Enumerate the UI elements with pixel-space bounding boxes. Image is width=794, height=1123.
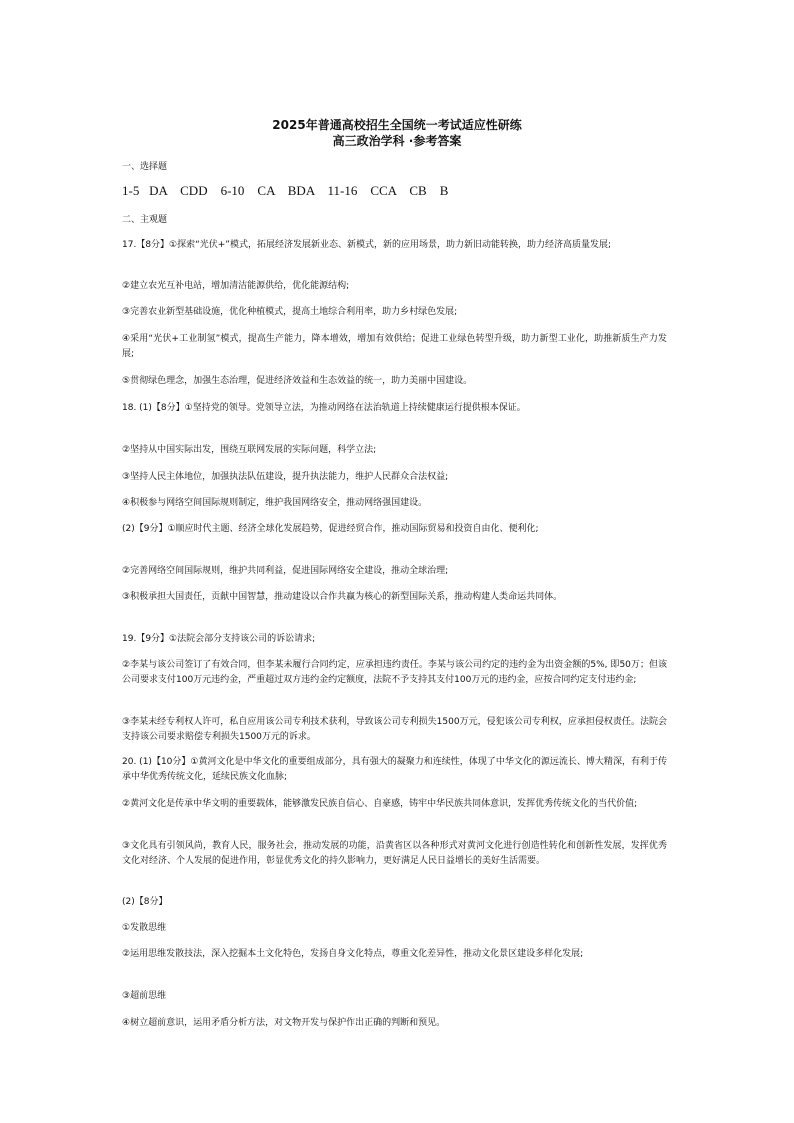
- paragraph-20-7: ③超前思维: [122, 991, 167, 1001]
- section-heading-choice: 一、选择题: [122, 162, 168, 172]
- paragraph-20-1: 20. (1)【10分】①黄河文化是中华文化的重要组成部分，具有强大的凝聚力和连续性，体现了中华文化的源远流长、博大精深，有利于传承中华优秀传统文化，延续民族文化血脉;: [122, 757, 667, 782]
- paragraph-19-1: 19.【9分】①法院会部分支持该公司的诉讼请求;: [122, 634, 316, 644]
- paragraph-17-2: ②建立农光互补电站，增加清洁能源供给，优化能源结构;: [122, 281, 350, 291]
- paragraph-18-3: ③坚持人民主体地位，加强执法队伍建设，提升执法能力，维护人民群众合法权益;: [122, 472, 449, 482]
- paragraph-18-2: ②坚持从中国实际出发，围绕互联网发展的实际问题，科学立法;: [122, 445, 377, 455]
- paragraph-20-4: (2)【8分】: [122, 897, 168, 907]
- paragraph-18-4: ④积极参与网络空间国际规则制定，维护我国网络安全，推动网络强国建设。: [122, 498, 428, 508]
- paragraph-20-8: ④树立超前意识，运用矛盾分析方法，对文物开发与保护作出正确的判断和预见。: [122, 1018, 446, 1028]
- paragraph-20-5: ①发散思维: [122, 923, 167, 933]
- paragraph-18-6: ②完善网络空间国际规则，维护共同利益，促进国际网络安全建设，推动全球治理;: [122, 566, 449, 576]
- paragraph-20-2: ②黄河文化是传承中华文明的重要载体，能够激发民族自信心、自豪感，铸牢中华民族共同体意识，发挥优秀传统文化的当代价值;: [122, 799, 638, 809]
- paragraph-20-3: ③文化具有引领风尚，教育人民，服务社会，推动发展的功能，沿黄省区以各种形式对黄河文化进行创造性转化和创新性发展，发挥优秀文化对经济、个人发展的促进作用，彰显优秀文化的持久影响力，更好满足人民日益增长的美好生活需要。: [122, 841, 667, 866]
- paragraph-18-5: (2)【9分】①顺应时代主题、经济全球化发展趋势，促进经贸合作，推动国际贸易和投资自由化、便利化;: [122, 524, 539, 534]
- document-title: 2025年普通高校招生全国统一考试适应性研练: [272, 118, 522, 132]
- paragraph-19-3: ③李某未经专利权人许可，私自应用该公司专利技术获利，导致该公司专利损失1500万元，侵犯该公司专利权，应承担侵权责任。法院会支持该公司要求赔偿专利损失1500万元的诉求。: [122, 717, 667, 742]
- section-heading-subjective: 二、主观题: [122, 215, 168, 225]
- paragraph-18-1: 18. (1)【8分】①坚持党的领导。党领导立法，为推动网络在法治轨道上持续健康运行提供根本保证。: [122, 403, 526, 413]
- choice-answers: 1-5 DA CDD 6-10 CA BDA 11-16 CCA CB B: [122, 183, 449, 198]
- paragraph-20-6: ②运用思维发散技法，深入挖掘本土文化特色，发扬自身文化特点，尊重文化差异性，推动文化景区建设多样化发展;: [122, 949, 584, 959]
- paragraph-17-4: ④采用“光伏+工业制氢”模式，提高生产能力，降本增效，增加有效供给；促进工业绿色转型升级，助力新型工业化，助推新质生产力发展;: [122, 334, 667, 359]
- paragraph-18-7: ③积极承担大国责任，贡献中国智慧，推动建设以合作共赢为核心的新型国际关系，推动构建人类命运共同体。: [122, 592, 563, 602]
- document-subtitle: 高三政治学科 ·参考答案: [332, 134, 462, 148]
- paragraph-17-1: 17.【8分】①探索“光伏+”模式，拓展经济发展新业态、新模式，新的应用场景，助力新旧动能转换，助力经济高质量发展;: [122, 240, 612, 250]
- paragraph-19-2: ②李某与该公司签订了有效合同，但李某未履行合同约定，应承担违约责任。李某与该公司约定的违约金为出资金额的5%, 即50万；但该公司要求支付100万元违约金，严重超过双方违约金约定额度，法院不予支持其支付100万元的违约金，应按合同约定支付违约金;: [122, 660, 667, 685]
- paragraph-17-5: ⑤贯彻绿色理念，加强生态治理，促进经济效益和生态效益的统一，助力美丽中国建设。: [122, 376, 473, 386]
- paragraph-17-3: ③完善农业新型基础设施，优化种植模式，提高土地综合利用率，助力乡村绿色发展;: [122, 307, 458, 317]
